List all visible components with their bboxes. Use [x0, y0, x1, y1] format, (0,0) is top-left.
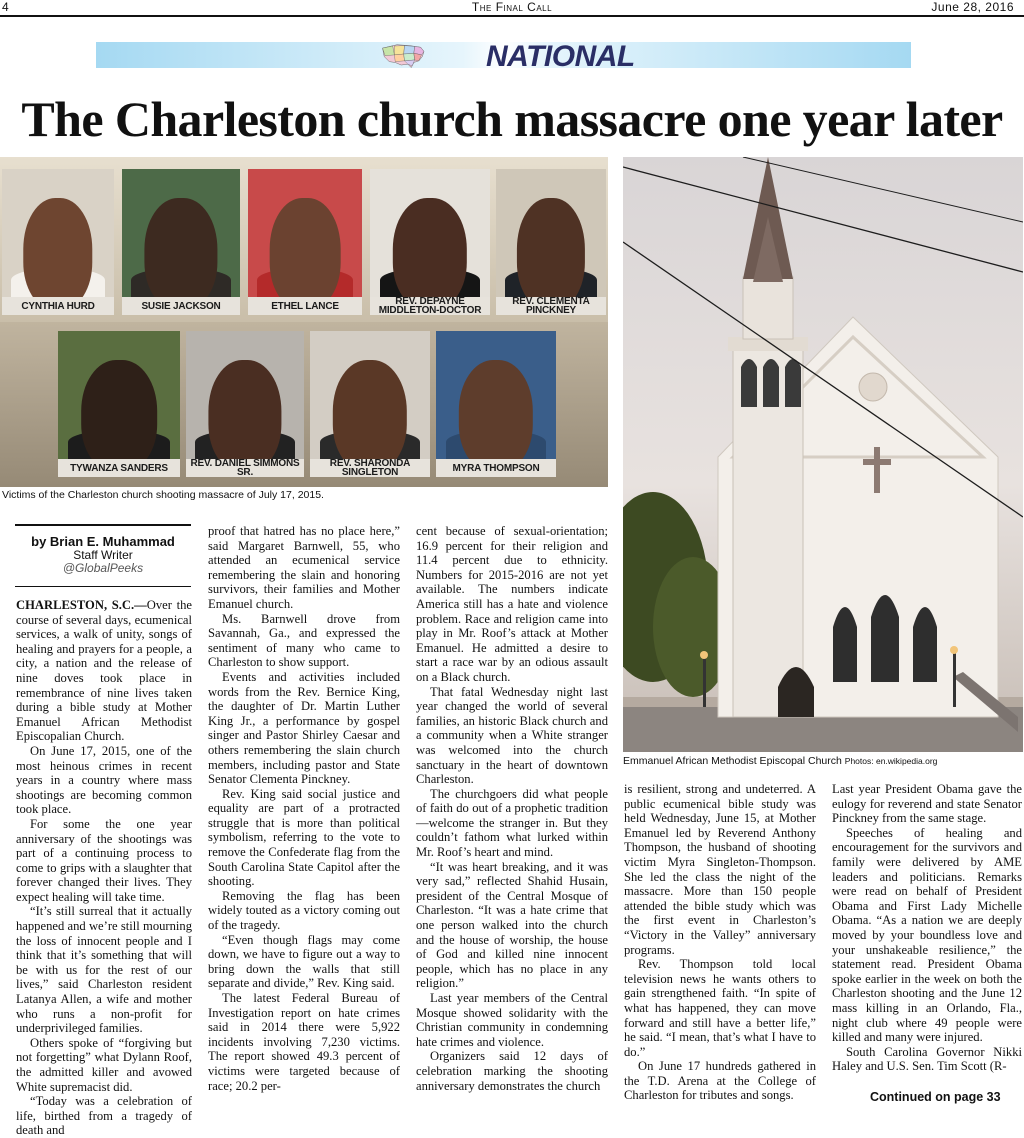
continued-link[interactable]: Continued on page 33 [870, 1090, 1001, 1104]
victim-name: SUSIE JACKSON [122, 297, 240, 315]
page-number: 4 [2, 0, 9, 14]
victim-portrait [2, 169, 114, 315]
victim-name: TYWANZA SANDERS [58, 459, 180, 477]
issue-date: June 28, 2016 [931, 0, 1014, 14]
page-header [0, 0, 1024, 15]
photo-credit: Photos: en.wikipedia.org [844, 756, 938, 766]
article-paragraph: “Even though flags may come down, we have to figure out a way to bring down the walls that still separate and divide,” Rev. King said. [208, 932, 400, 991]
victim-portrait [122, 169, 240, 315]
article-paragraph: Last year members of the Central Mosque showed solidarity with the Christian community in condemning hate crimes and violence. [416, 991, 608, 1049]
article-column-2 [208, 524, 400, 1106]
author-role: Staff Writer [73, 548, 133, 562]
victims-photo [0, 157, 608, 487]
headline: The Charleston church massacre one year later [21, 91, 1003, 147]
article-paragraph: is resilient, strong and undeterred. A public ecumenical bible study was held Wednesday, June 15, at Mother Emanuel led by Reverend Anthony Thompson, the husband of shooting victim Myra Singleton-Thompson. She led the class the night of the massacre. More than 150 people attended the bible study which was the first event in Charleston’s “Victory in the Valley” anniversary programs. [624, 782, 816, 957]
article-paragraph: Removing the flag has been widely touted as a victory coming out of the tragedy. [208, 888, 400, 933]
article-paragraph: Events and activities included words from the Rev. Bernice King, the daughter of Dr. Martin Luther King Jr., a performance by gospel singer and Pastor Shirley Caesar and others remembering the slain church members, including pastor and State Senator Clementa Pinckney. [208, 669, 400, 787]
victim-portrait [496, 169, 606, 315]
article-paragraph: South Carolina Governor Nikki Haley and U.S. Sen. Tim Scott (R- [832, 1044, 1022, 1074]
victim-name: CYNTHIA HURD [2, 297, 114, 315]
article-paragraph: That fatal Wednesday night last year changed the world of several families, an historic Black church and a community when a White stranger was welcomed into the church sanctuary in the heart of downtown Charleston. [416, 684, 608, 787]
victim-name: ETHEL LANCE [248, 297, 362, 315]
article-paragraph: Last year President Obama gave the eulogy for reverend and state Senator Pinckney from the same stage. [832, 782, 1022, 826]
article-paragraph: Speeches of healing and encouragement for the survivors and family were delivered by AME leaders and politicians. Remarks were read on behalf of President Obama and First Lady Michelle Obama. “As a nation we are deeply moved by your boundless love and your unshakeable resilience,” the statement read. President Obama spoke earlier in the week on both the Charleston shooting and the June 12 mass killing in an Orlando, Fla., night club where 49 people were killed and many were injured. [832, 825, 1022, 1045]
publication-name: The Final Call [471, 0, 553, 14]
article-paragraph: Rev. King said social justice and equality are part of a protracted struggle that is more than political symbolism, referring to the vote to remove the Confederate flag from the South Carolina State Capitol after the shooting. [208, 786, 400, 889]
victim-name: MYRA THOMPSON [436, 459, 556, 477]
article-paragraph: On June 17, 2015, one of the most heinous crimes in recent years in a country where mass shootings are becoming common took place. [16, 743, 192, 817]
church-photo [623, 157, 1023, 752]
article-paragraph: “Today was a celebration of life, birthed from a tragedy of death and [16, 1094, 192, 1138]
article-column-5 [832, 782, 1022, 1088]
article-column-4 [624, 782, 816, 1106]
article-column-3 [416, 524, 608, 1106]
article-paragraph: Ms. Barnwell drove from Savannah, Ga., and expressed the sentiment of many who came to Charleston to show support. [208, 611, 400, 670]
article-paragraph: The churchgoers did what people of faith do out of a prophetic tradition—welcome the stranger in. But they couldn’t fathom what lurked within Mr. Roof’s heart and mind. [416, 786, 608, 860]
victim-portrait [186, 331, 304, 477]
header-rule [0, 15, 1024, 17]
author-name: by Brian E. Muhammad [31, 534, 175, 549]
section-label: NATIONAL [486, 40, 635, 73]
victim-portrait [310, 331, 430, 477]
author-handle: @GlobalPeeks [62, 561, 144, 575]
dateline: CHARLESTON, S.C.— [16, 598, 147, 612]
article-paragraph: Rev. Thompson told local television news he wants others to gain strengthened faith. “In spite of what has happened, they can move forward and still have a better life,” he said. “I mean, that’s what I have to do.” [624, 957, 816, 1059]
article-paragraph: Others spoke of “forgiving but not forgetting” what Dylann Roof, the admitted killer and avowed White supremacist did. [16, 1035, 192, 1094]
article-column-1 [16, 598, 192, 1138]
article-paragraph: For some the one year anniversary of the shootings was part of a continuing process to come to grips with a slaughter that forever changed their lives. They expect healing will take time. [16, 816, 192, 904]
victim-name: REV. SHARONDA SINGLETON [310, 459, 430, 477]
victim-portrait [436, 331, 556, 477]
church-caption-text: Emmanuel African Methodist Episcopal Church [623, 755, 842, 767]
article-paragraph: proof that hatred has no place here,” said Margaret Barnwell, 55, who attended an ecumenical service remembering the slain and honoring survivors, their families and Mother Emanuel church. [208, 524, 400, 611]
article-paragraph: The latest Federal Bureau of Investigation report on hate crimes said in 2014 there were 5,922 incidents involving 7,230 victims. The report showed 49.3 percent of victims were targeted because of race; 20.2 per- [208, 991, 400, 1093]
church-photo-caption [623, 755, 937, 767]
victim-name: REV. CLEMENTA PINCKNEY [496, 297, 606, 315]
article-paragraph: “It was heart breaking, and it was very sad,” reflected Shahid Husain, president of the Central Mosque of Charleston. “It was a hate crime that one person walked into the church and the house of worship, the house of God and killed nine innocent people, which has no place in any religion.” [416, 859, 608, 991]
article-paragraph: cent because of sexual-orientation; 16.9 percent for their religion and 11.4 percent due to ethnicity. Numbers for 2015-2016 are not yet available. The numbers indicate America still has a hate and violence problem. Race and religion came into play in Mr. Roof’s attack at Mother Emanuel. He admitted a desire to start a race war by an odious assault on a Black church. [416, 524, 608, 684]
victim-name: REV. DEPAYNE MIDDLETON-DOCTOR [370, 297, 490, 315]
article-paragraph: “It’s still surreal that it actually happened and we’re still mourning the loss of innocent people and I think that it’s something that will be with us for the rest of our lives,” said Charleston resident Latanya Allen, a wife and mother who runs a non-profit for underprivileged families. [16, 904, 192, 1036]
article-paragraph: On June 17 hundreds gathered in the T.D. Arena at the College of Charleston for tributes and songs. [624, 1059, 816, 1103]
victim-portrait [370, 169, 490, 315]
article-paragraph: Organizers said 12 days of celebration marking the shooting anniversary demonstrates the church [416, 1049, 608, 1093]
victim-portrait [58, 331, 180, 477]
victim-portrait [248, 169, 362, 315]
us-map-icon [380, 22, 490, 92]
article-paragraph: CHARLESTON, S.C.—Over the course of several days, ecumenical services, a walk of unity, songs of healing and prayers for a people, a city, a nation and the release of nine doves took place in remembrance of nine lives taken during a bible study at Mother Emanuel African Methodist Episcopalian Church. [16, 598, 192, 744]
byline [15, 524, 191, 587]
victims-photo-caption: Victims of the Charleston church shooting massacre of July 17, 2015. [2, 489, 324, 501]
victim-name: REV. DANIEL SIMMONS SR. [186, 459, 304, 477]
